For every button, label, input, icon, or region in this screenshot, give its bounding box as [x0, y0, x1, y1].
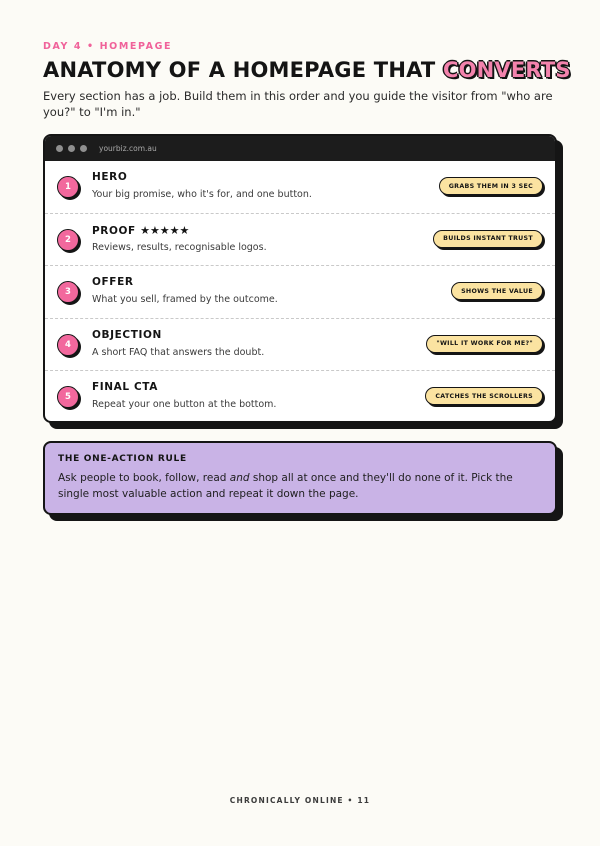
section-job-badge: GRABS THEM IN 3 SEC [439, 177, 543, 195]
section-job-badge: SHOWS THE VALUE [451, 282, 543, 300]
page-footer: CHRONICALLY ONLINE • 11 [229, 796, 371, 805]
step-number-badge: 1 [57, 176, 79, 198]
window-dot-icon [80, 145, 87, 152]
browser-mockup [43, 134, 557, 423]
browser-toolbar [45, 136, 555, 161]
section-row-final-cta [45, 371, 555, 423]
eyebrow-label: DAY 4 • HOMEPAGE [43, 41, 173, 52]
section-description: Reviews, results, recognisable logos. [92, 241, 267, 253]
callout-text-emphasis: and [229, 472, 250, 484]
step-number-badge: 2 [57, 229, 79, 251]
section-description: Repeat your one button at the bottom. [92, 399, 277, 410]
section-description: A short FAQ that answers the doubt. [92, 346, 265, 358]
callout-text [58, 470, 542, 502]
page-title [43, 58, 573, 82]
section-job-badge: CATCHES THE SCROLLERS [425, 387, 543, 405]
callout-text-part: shop all at once and they'll do none of it. Pick the single most valuable action and repeat it down the page. [58, 472, 513, 500]
title-highlight: CONVERTS [442, 58, 571, 82]
section-row-hero [45, 161, 555, 214]
section-title [92, 276, 134, 288]
intro-paragraph: Every section has a job. Build them in this order and you guide the visitor from "who are you?" to "I'm in." [43, 89, 553, 119]
section-title-text: OBJECTION [92, 328, 162, 341]
section-title-text: OFFER [92, 276, 134, 288]
step-number-badge: 4 [57, 334, 79, 356]
section-description: Your big promise, who it's for, and one button. [92, 189, 312, 200]
step-number-badge: 5 [57, 386, 79, 408]
browser-url: yourbiz.com.au [99, 144, 157, 153]
section-row-objection [45, 319, 555, 372]
step-number-badge: 3 [57, 281, 79, 303]
window-dot-icon [56, 145, 63, 152]
one-action-rule-callout [43, 441, 557, 515]
title-main: ANATOMY OF A HOMEPAGE THAT [43, 58, 443, 82]
section-job-badge: "WILL IT WORK FOR ME?" [426, 335, 543, 353]
section-job-badge: BUILDS INSTANT TRUST [433, 230, 543, 248]
star-rating-icon: ★★★★★ [140, 223, 190, 237]
section-title [92, 329, 162, 341]
section-title-text: FINAL CTA [92, 381, 158, 393]
callout-title: THE ONE-ACTION RULE [58, 454, 187, 464]
section-title [92, 224, 189, 237]
section-row-proof [45, 214, 555, 267]
callout-text-part: Ask people to book, follow, read [58, 472, 230, 484]
section-title [92, 171, 127, 183]
section-title [92, 381, 158, 393]
section-title-text: HERO [92, 171, 128, 183]
section-description: What you sell, framed by the outcome. [92, 294, 278, 305]
section-row-offer [45, 266, 555, 319]
section-title-text: PROOF [92, 224, 136, 237]
window-dot-icon [68, 145, 75, 152]
